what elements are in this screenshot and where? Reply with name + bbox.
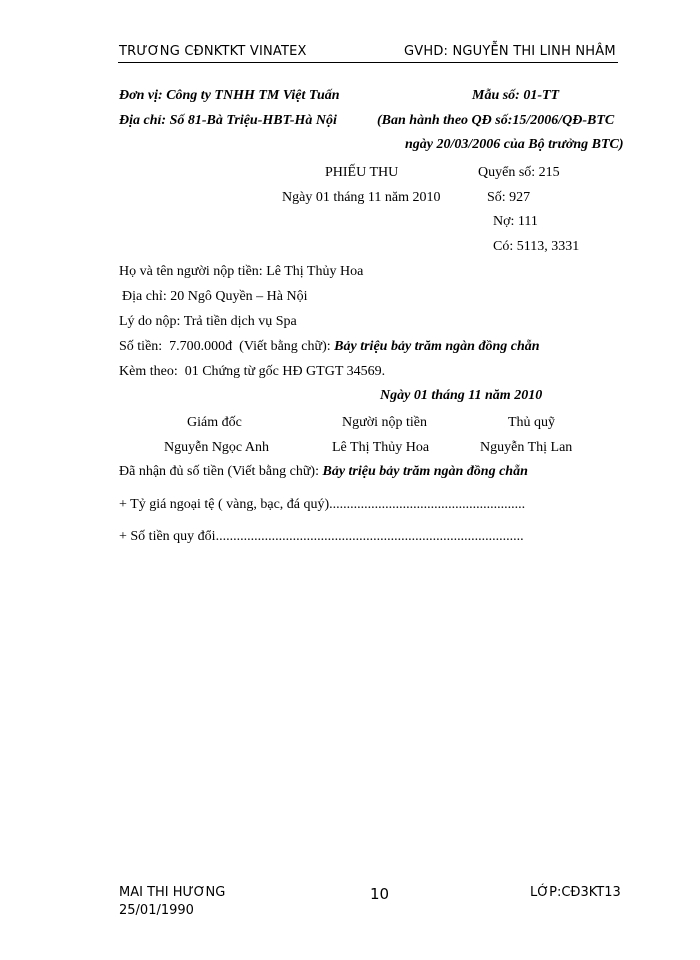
signature-date: Ngày 01 tháng 11 năm 2010 <box>380 388 543 403</box>
converted-amount-line: + Số tiền quy đổi........................................................................................ <box>119 529 524 544</box>
footer-class: LỚP:CĐ3KT13 <box>530 885 621 900</box>
header-school: TRƯƠNG CĐNKTKT VINATEX <box>119 44 307 59</box>
payer-name-row <box>119 264 363 280</box>
received-row <box>119 464 528 480</box>
form-issued-line1: (Ban hành theo QĐ số:15/2006/QĐ-BTC <box>377 113 615 128</box>
payer-amount-words-label: (Viết bằng chữ): <box>239 339 331 354</box>
payer-sign-name: Lê Thị Thủy Hoa <box>332 440 430 455</box>
org-address-label: Địa chỉ: <box>119 113 167 128</box>
form-template-no: Mẫu số: 01-TT <box>472 88 560 103</box>
header-rule <box>118 62 618 63</box>
director-name: Nguyễn Ngọc Anh <box>164 440 269 455</box>
receipt-debit: Nợ: 111 <box>493 214 538 229</box>
org-unit-value: Công ty TNHH TM Việt Tuấn <box>166 88 340 103</box>
received-label: Đã nhận đủ số tiền (Viết bằng chữ): <box>119 464 319 479</box>
treasurer-name: Nguyễn Thị Lan <box>480 440 573 455</box>
payer-amount-value: 7.700.000đ <box>169 339 233 354</box>
payer-reason-value: Trả tiền dịch vụ Spa <box>183 314 297 329</box>
payer-attach-value: 01 Chứng từ gốc HĐ GTGT 34569. <box>184 364 386 379</box>
received-value: Bảy triệu bảy trăm ngàn đồng chẵn <box>322 464 528 479</box>
treasurer-title: Thủ quỹ <box>508 415 556 430</box>
org-address <box>119 113 337 129</box>
footer-page-number: 10 <box>370 885 390 903</box>
payer-name-value: Lê Thị Thủy Hoa <box>266 264 364 279</box>
org-address-value: Số 81-Bà Triệu-HBT-Hà Nội <box>169 113 337 128</box>
org-unit <box>119 88 340 104</box>
form-issued-line2: ngày 20/03/2006 của Bộ trưởng BTC) <box>405 137 624 152</box>
org-unit-label: Đơn vị: <box>119 88 163 103</box>
footer-dob: 25/01/1990 <box>119 903 194 918</box>
payer-amount-row <box>119 339 540 355</box>
payer-name-label: Họ và tên người nộp tiền: <box>119 264 263 279</box>
receipt-title: PHIẾU THU <box>325 165 399 180</box>
payer-attach-row <box>119 364 385 380</box>
receipt-credit: Có: 5113, 3331 <box>493 239 580 254</box>
receipt-book-no: Quyển số: 215 <box>478 165 560 180</box>
payer-amount-words-value: Bảy triệu bảy trăm ngàn đồng chẵn <box>334 339 540 354</box>
director-title: Giám đốc <box>187 415 242 430</box>
payer-reason-row <box>119 314 297 330</box>
receipt-date: Ngày 01 tháng 11 năm 2010 <box>282 190 441 205</box>
receipt-number: Số: 927 <box>487 190 531 205</box>
header-instructor: GVHD: NGUYỄN THI LINH NHÂM <box>404 44 616 59</box>
payer-amount-label: Số tiền: <box>119 339 163 354</box>
payer-address-value: 20 Ngô Quyền – Hà Nội <box>170 289 308 304</box>
exchange-rate-line: + Tỷ giá ngoại tệ ( vàng, bạc, đá quý)........................................................ <box>119 497 526 512</box>
payer-attach-label: Kèm theo: <box>119 364 178 379</box>
payer-title: Người nộp tiền <box>342 415 427 430</box>
payer-reason-label: Lý do nộp: <box>119 314 181 329</box>
footer-student: MAI THI HƯƠNG <box>119 885 226 900</box>
payer-address-row <box>122 289 307 305</box>
payer-address-label: Địa chỉ: <box>122 289 167 304</box>
